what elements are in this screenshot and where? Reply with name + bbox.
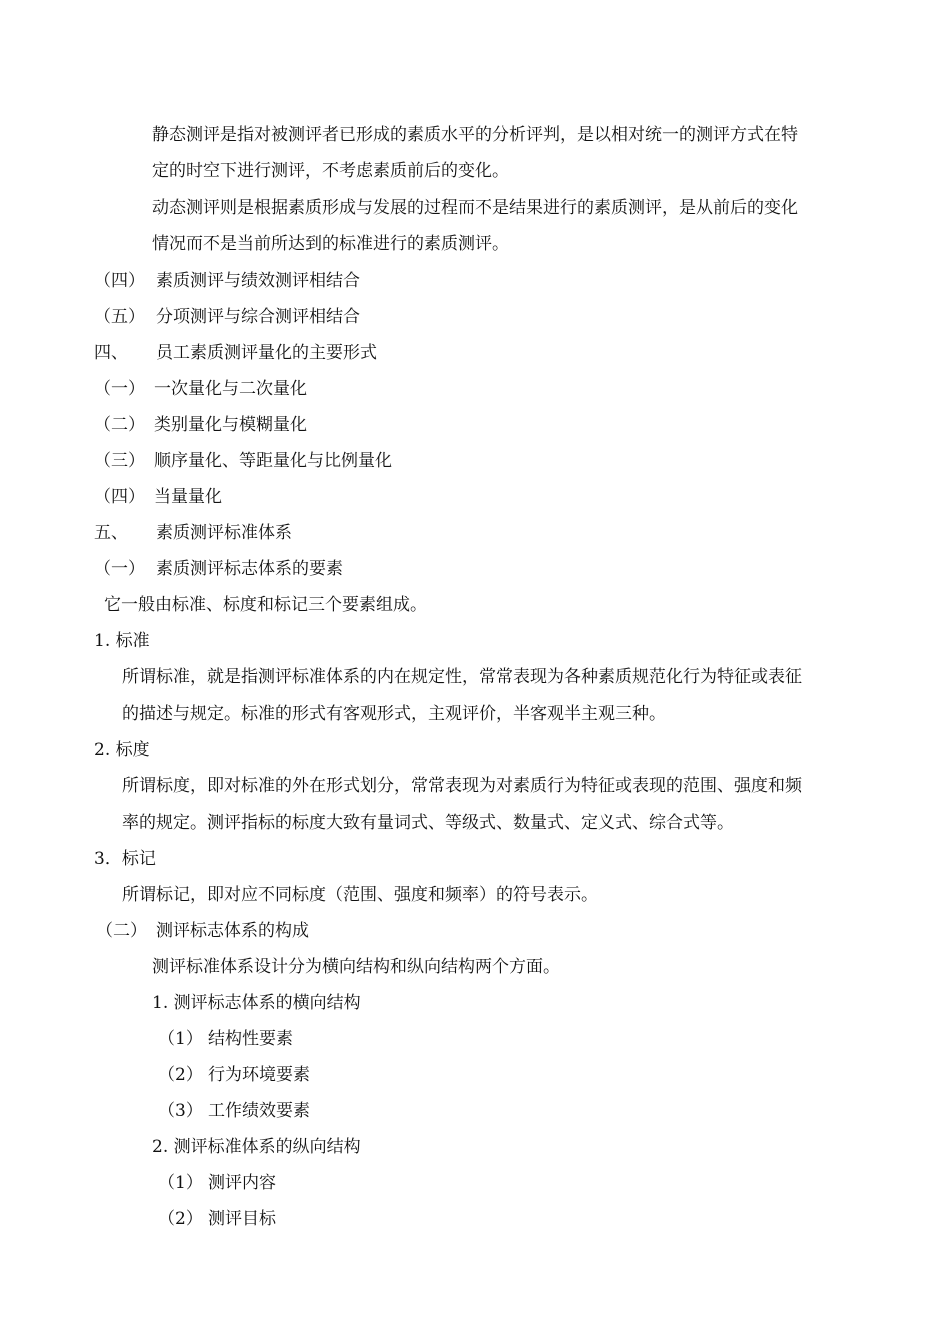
list-item: [158, 1208, 276, 1230]
section-title: 素质测评标准体系: [156, 523, 292, 543]
list-item: [94, 486, 222, 508]
item-text: 类别量化与模糊量化: [154, 415, 307, 435]
section-heading: [94, 342, 377, 364]
item-text: 测评目标: [208, 1209, 276, 1229]
composition-intro: 测评标准体系设计分为横向结构和纵向结构两个方面。: [152, 957, 560, 977]
list-item: [94, 270, 360, 292]
item-text: 一次量化与二次量化: [154, 379, 307, 399]
item-text: 测评标志体系的构成: [156, 921, 309, 941]
item-label: （1）: [158, 1029, 203, 1049]
item-label: （二）: [94, 415, 145, 435]
dynamic-definition-line-2: 情况而不是当前所达到的标准进行的素质测评。: [152, 234, 509, 254]
standard-body-line-1: 所谓标准，就是指测评标准体系的内在规定性，常常表现为各种素质规范化行为特征或表征: [122, 667, 802, 687]
mark-body: 所谓标记，即对应不同标度（范围、强度和频率）的符号表示。: [122, 885, 598, 905]
item-label: （二）: [96, 921, 147, 941]
elements-intro: 它一般由标准、标度和标记三个要素组成。: [104, 595, 427, 615]
list-item: [158, 1100, 310, 1122]
item-text: 测评内容: [208, 1173, 276, 1193]
item-label: （三）: [94, 451, 145, 471]
list-item: [158, 1028, 293, 1050]
item-text: 当量量化: [154, 487, 222, 507]
item-text: 顺序量化、等距量化与比例量化: [154, 451, 392, 471]
item-label: （一）: [94, 559, 145, 579]
list-item: [94, 414, 307, 436]
section-number: 五、: [94, 523, 128, 543]
item-label: （五）: [94, 307, 145, 327]
item-label: （1）: [158, 1173, 203, 1193]
scale-body-line-2: 率的规定。测评指标的标度大致有量词式、等级式、数量式、定义式、综合式等。: [122, 813, 734, 833]
item-label: （3）: [158, 1101, 203, 1121]
item-text: 行为环境要素: [208, 1065, 310, 1085]
composition-heading: [96, 920, 309, 942]
list-item: [94, 306, 360, 328]
list-item: [94, 558, 343, 580]
scale-body-line-1: 所谓标度，即对标准的外在形式划分，常常表现为对素质行为特征或表现的范围、强度和频: [122, 776, 802, 796]
item-label: （2）: [158, 1065, 203, 1085]
item-label: （2）: [158, 1209, 203, 1229]
standard-heading: 1. 标准: [94, 631, 150, 651]
item-label: （四）: [94, 271, 145, 291]
mark-heading: 3．标记: [94, 849, 156, 869]
horizontal-structure-title: 1. 测评标志体系的横向结构: [152, 993, 361, 1013]
item-label: （一）: [94, 379, 145, 399]
item-label: （四）: [94, 487, 145, 507]
list-item: [94, 378, 307, 400]
vertical-structure-title: 2. 测评标准体系的纵向结构: [152, 1137, 361, 1157]
section-title: 员工素质测评量化的主要形式: [156, 343, 377, 363]
item-text: 素质测评标志体系的要素: [156, 559, 343, 579]
static-definition-line-1: 静态测评是指对被测评者已形成的素质水平的分析评判，是以相对统一的测评方式在特: [152, 125, 798, 145]
static-definition-line-2: 定的时空下进行测评，不考虑素质前后的变化。: [152, 161, 509, 181]
scale-heading: 2. 标度: [94, 740, 150, 760]
item-text: 素质测评与绩效测评相结合: [156, 271, 360, 291]
dynamic-definition-line-1: 动态测评则是根据素质形成与发展的过程而不是结果进行的素质测评，是从前后的变化: [152, 198, 798, 218]
item-text: 结构性要素: [208, 1029, 293, 1049]
section-heading: [94, 522, 292, 544]
section-number: 四、: [94, 343, 128, 363]
item-text: 分项测评与综合测评相结合: [156, 307, 360, 327]
list-item: [94, 450, 392, 472]
standard-body-line-2: 的描述与规定。标准的形式有客观形式，主观评价，半客观半主观三种。: [122, 704, 666, 724]
list-item: [158, 1064, 310, 1086]
item-text: 工作绩效要素: [208, 1101, 310, 1121]
list-item: [158, 1172, 276, 1194]
